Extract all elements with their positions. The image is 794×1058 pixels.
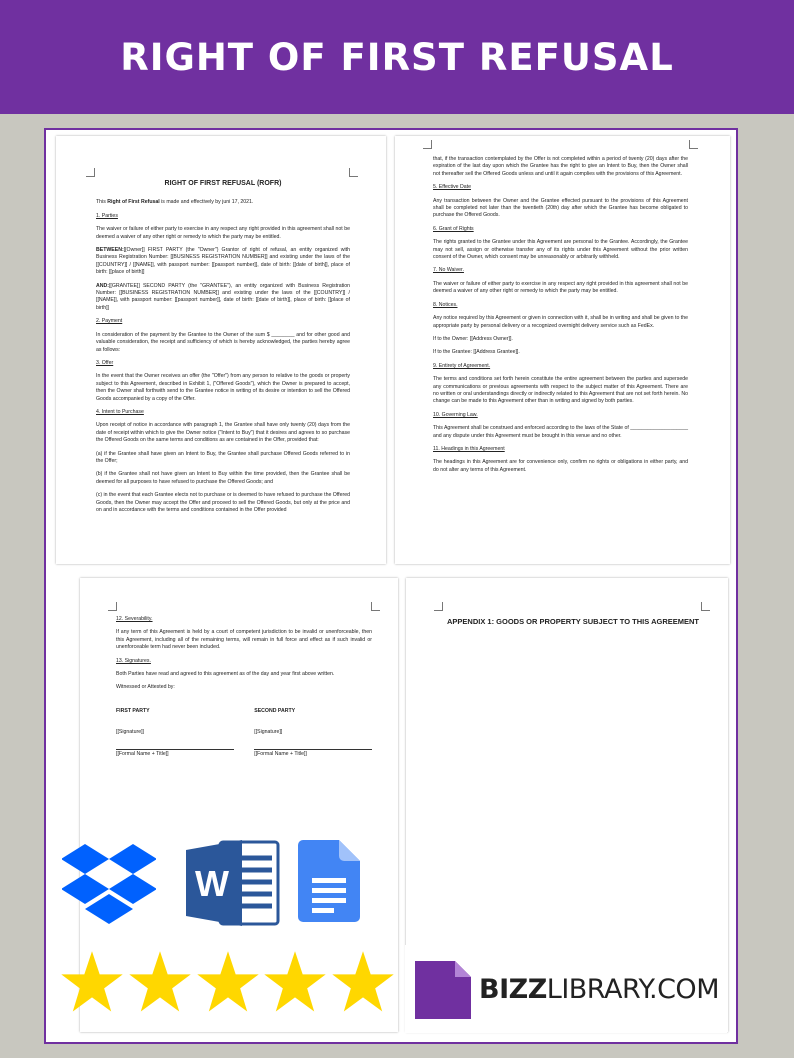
appendix-title: APPENDIX 1: GOODS OR PROPERTY SUBJECT TO THIS AGREEMENT	[447, 617, 699, 626]
section-text: Any transaction between the Owner and the Grantee effected pursuant to the provisions of this Agreement shall be completed not later than the twentieth (20th) day after which the Grantee has become obligated to purchase the Offered Goods.	[433, 197, 688, 219]
bizzlibrary-logo-icon	[413, 957, 473, 1021]
grantee-address: If to the Grantee: [[Address Grantee]].	[433, 349, 520, 356]
section-heading: 7. No Waiver.	[433, 267, 464, 274]
section-text: If any term of this Agreement is held by a court of competent jurisdiction to be invalid or unenforceable, then this Agreement, including all of the remaining terms, will remain in full force and effect as if such invalid or unenforceable term had never been included.	[116, 629, 372, 651]
section-heading: 11. Headings in this Agreement	[433, 445, 505, 452]
svg-text:W: W	[195, 863, 229, 904]
signature-block	[116, 708, 372, 758]
word-icon[interactable]	[186, 838, 282, 933]
intro-paragraph: This Right of First Refusal is made and effectively by juni 17, 2021.	[96, 199, 254, 206]
signature-placeholder: [[Signature]]	[116, 729, 144, 736]
margin-mark	[689, 140, 698, 149]
document-page-1	[56, 136, 386, 564]
section-text: (b) if the Grantee shall not have given an Intent to Buy within the time provided, then the Grantee shall be deemed for all purposes to have refused to purchase the Offered Goods; and	[96, 471, 350, 485]
formal-name-line: [[Formal Name + Title]]	[116, 749, 234, 758]
star-icon	[128, 950, 192, 1014]
section-text: Any notice required by this Agreement or given in connection with it, shall be in writing and shall be given to the appropriate party by personal delivery or a recognized overnight delivery service such as FedEx.	[433, 315, 688, 329]
section-text: The waiver or failure of either party to exercise in any respect any right provided in this agreement shall not be deemed a waiver of any other right or remedy to which the party may be entitled.	[433, 280, 688, 295]
section-heading: 12. Severability.	[116, 616, 153, 622]
margin-mark	[108, 602, 117, 611]
section-text: Both Parties have read and agreed to this agreement as of the day and year first above written.	[116, 671, 335, 678]
margin-mark	[701, 602, 710, 611]
margin-mark	[371, 602, 380, 611]
section-text: Witnessed or Attested by:	[116, 684, 175, 691]
section-heading: 13. Signatures.	[116, 657, 151, 664]
between-paragraph: BETWEEN:[[Owner]] FIRST PARTY (the "Owner") Grantor of right of refusal, an entity organized with Business Registration Number: [[BUSINESS REGISTRATION NUMBER]] and existing under the laws of the [[COUNTRY]] / [[NAME]], with passport number: [[passport number]], date of birth: [[date of birth]], place of birth: [[place of birth]]	[96, 247, 350, 276]
section-text: Upon receipt of notice in accordance with paragraph 1, the Grantee shall have only twenty (20) days from the date of receipt within which to give the Owner notice ("Intent to Buy") that it desires and agrees to so purchase the Offered Goods on the same terms and conditions as are contained in the Offer, provided that:	[96, 422, 350, 444]
section-text: The waiver or failure of either party to exercise in any respect any right provided in this agreement shall not be deemed a waiver of any other right or remedy to which the party may be entitled.	[96, 226, 350, 240]
section-heading: 9. Entirety of Agreement.	[433, 362, 491, 369]
section-text: The terms and conditions set forth herein constitute the entire agreement between the parties and supersede any communications or previous agreements with respect to the subject matter of this Agreement. There are no written or oral understandings directly or indirectly related to this Agreement that are not set forth herein. No change can be made to this Agreement other than in writing and signed by both parties.	[433, 376, 688, 405]
section-heading: 3. Offer	[96, 359, 114, 366]
signature-label: FIRST PARTY	[116, 707, 150, 714]
star-icon	[331, 950, 395, 1014]
signature-label: SECOND PARTY	[254, 707, 296, 714]
section-text: (a) if the Grantee shall have given an Intent to Buy, the Grantee shall purchase Offered Goods referred to in the Offer;	[96, 450, 350, 464]
section-text: that, if the transaction contemplated by the Offer is not completed within a period of twenty (20) days after the expiration of the last day upon which the Grantee has the right to give an Intent to Buy, then the Owner shall not thereafter sell the Offered Goods unless and until it again complies with the provisions of this Agreement.	[433, 156, 688, 177]
section-text: (c) in the event that each Grantee elects not to purchase or is deemed to have refused to purchase the Offered Goods, then the Owner may accept the Offer and proceed to sell the Offered Goods, but only at the price and on and in accordance with the terms and conditions contained in the Offer provided	[96, 492, 350, 513]
section-heading: 1. Parties	[96, 212, 118, 219]
section-heading: 10. Governing Law.	[433, 411, 478, 418]
margin-mark	[349, 168, 358, 177]
section-heading: 2. Payment	[96, 318, 123, 325]
section-text: In consideration of the payment by the Grantee to the Owner of the sum $ ________ and for other good and valuable consideration, the receipt and sufficiency of which is hereby acknowledged, the parties hereby agree as follows:	[96, 331, 350, 353]
star-icon	[263, 950, 327, 1014]
section-text: The rights granted to the Grantee under this Agreement are personal to the Grantee. Accordingly, the Grantee may not sell, assign or otherwise transfer any of its rights under this Agreement without the prior written consent of the Owner, which consent may be unreasonably or arbitrarily withheld.	[433, 239, 688, 261]
first-party-signature	[116, 708, 234, 758]
margin-mark	[86, 168, 95, 177]
section-heading: 4. Intent to Purchase	[96, 408, 144, 415]
rating-stars	[60, 950, 395, 1022]
dropbox-icon[interactable]	[62, 844, 156, 935]
section-heading: 5. Effective Date	[433, 184, 471, 191]
section-heading: 6. Grant of Rights	[433, 225, 474, 232]
star-icon	[60, 950, 124, 1014]
signature-placeholder: [[Signature]]	[254, 729, 283, 736]
star-icon	[196, 950, 260, 1014]
section-text: In the event that the Owner receives an offer (the "Offer") from any person to relative to the goods or property subject to this Agreement, described in Exhibit 1, ("Offered Goods"), which the Owner is prepared to accept, then the Owner shall forthwith send to the Grantee notice in writing of its desire or intention to sell the Offered Goods accompanied by a copy of the Offer.	[96, 373, 350, 402]
and-paragraph: AND:[[GRANTEE]] SECOND PARTY (the "GRANTEE"), an entity organized with Business Registration Number: [[BUSINESS REGISTRATION NUMBER]] and existing under the laws of the [[COUNTRY]] / [[NAME]], with passport number: [[passport number]], date of birth: [[date of birth]], place of birth: [[place of birth]]	[96, 282, 350, 311]
title-banner	[0, 0, 794, 114]
banner-title: RIGHT OF FIRST REFUSAL	[120, 35, 674, 79]
brand-name: BIZZLIBRARY.COM	[479, 973, 719, 1005]
document-title: RIGHT OF FIRST REFUSAL (ROFR)	[164, 180, 282, 187]
formal-name-line: [[Formal Name + Title]]	[254, 749, 372, 758]
owner-address: If to the Owner: [[Address Owner]].	[433, 335, 513, 342]
document-page-2	[395, 136, 730, 564]
section-text: This Agreement shall be construed and enforced according to the laws of the State of ____________________ and any dispute under this Agreement must be brought in this venue and no other.	[433, 425, 688, 439]
margin-mark	[423, 140, 432, 149]
section-text: The headings in this Agreement are for convenience only, confirm no rights or obligations in either party, and do not alter any terms of this Agreement.	[433, 459, 688, 473]
second-party-signature	[254, 708, 372, 758]
section-heading: 8. Notices.	[433, 301, 458, 308]
margin-mark	[434, 602, 443, 611]
google-docs-icon[interactable]	[298, 840, 360, 927]
bizzlibrary-logo[interactable]	[405, 945, 727, 1033]
